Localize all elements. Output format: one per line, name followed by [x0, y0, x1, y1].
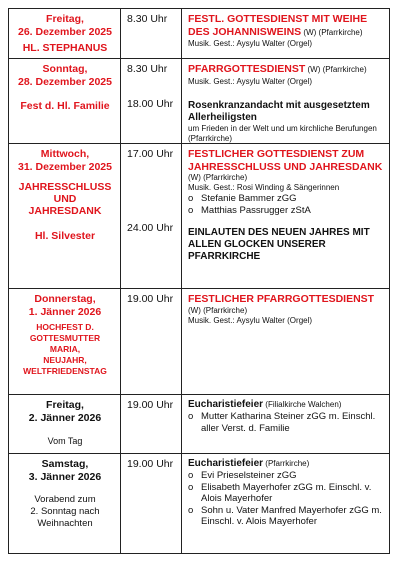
- date: 28. Dezember 2025: [18, 76, 112, 88]
- event-location: (W) (Pfarrkirche): [188, 173, 248, 182]
- date-cell: [9, 9, 121, 59]
- feast-name: HL. STEPHANUS: [22, 42, 108, 54]
- date: 1. Jänner 2026: [28, 306, 102, 318]
- event-intention: um Frieden in der Welt und um kirchliche Berufungen (Pfarrkirche): [188, 124, 377, 143]
- event-title: EINLAUTEN DES NEUEN JAHRES MIT ALLEN GLOCKEN UNSERER PFARRKIRCHE: [188, 227, 370, 262]
- feast-line: UND: [53, 193, 77, 205]
- event-title: FESTLICHER PFARRGOTTESDIENST: [188, 293, 375, 305]
- list-item: o Mutter Katharina Steiner zGG m. Einschl. aller Verst. d. Familie: [188, 411, 376, 434]
- list-item: o Matthias Passrugger zStA: [188, 204, 311, 216]
- time-cell: [121, 289, 182, 395]
- date: 31. Dezember 2025: [18, 161, 112, 173]
- weekday: Samstag,: [41, 458, 89, 470]
- event-cell: [182, 289, 390, 395]
- event-location: (Filialkirche Walchen): [265, 400, 342, 409]
- date-cell: [9, 59, 121, 144]
- event-cell: [182, 454, 390, 554]
- table-row: [9, 395, 390, 454]
- time-cell: [121, 59, 182, 144]
- time-cell: [121, 144, 182, 289]
- music-note: Musik. Gest.: Aysylu Walter (Orgel): [188, 315, 313, 325]
- feast-name: Vom Tag: [47, 436, 83, 446]
- time-cell: [121, 395, 182, 454]
- feast-name: Hl. Silvester: [34, 230, 96, 242]
- event-location: (Pfarrkirche): [265, 459, 310, 468]
- time: 18.00 Uhr: [127, 98, 174, 110]
- event-title: Rosenkranzandacht mit ausgesetztem Allerheiligsten: [188, 100, 370, 123]
- feast-line: JAHRESDANK: [28, 205, 102, 217]
- feast-line: MARIA,: [49, 344, 81, 354]
- weekday: Sonntag,: [42, 63, 88, 75]
- event-title: FESTL. GOTTESDIENST MIT WEIHE DES JOHANNISWEINS: [188, 13, 368, 38]
- time-cell: [121, 454, 182, 554]
- event-title: Eucharistiefeier: [188, 399, 264, 410]
- event-cell: [182, 395, 390, 454]
- table-row: [9, 144, 390, 289]
- event-location: (W) (Pfarrkirche): [307, 65, 367, 74]
- event-title: FESTLICHER GOTTESDIENST ZUM JAHRESSCHLUSS UND JAHRESDANK: [188, 148, 383, 173]
- event-location: (W) (Pfarrkirche): [303, 27, 363, 37]
- weekday: Donnerstag,: [34, 293, 96, 305]
- event-title: Eucharistiefeier: [188, 458, 264, 469]
- event-cell: [182, 9, 390, 59]
- list-item: o Evi Prieselsteiner zGG: [188, 470, 297, 481]
- feast-line: WELTFRIEDENSTAG: [23, 366, 107, 376]
- weekday: Mittwoch,: [40, 148, 90, 160]
- table-row: [9, 454, 390, 554]
- date-cell: [9, 289, 121, 395]
- time: 24.00 Uhr: [127, 222, 174, 234]
- event-cell: [182, 144, 390, 289]
- feast-line: NEUJAHR,: [43, 355, 87, 365]
- feast-name: Fest d. Hl. Familie: [20, 100, 110, 112]
- date-cell: [9, 454, 121, 554]
- music-note: Musik. Gest.: Aysylu Walter (Orgel): [188, 39, 313, 48]
- table-row: [9, 59, 390, 144]
- list-item: o Stefanie Bammer zGG: [188, 193, 297, 204]
- time: 19.00 Uhr: [127, 399, 174, 411]
- time: 19.00 Uhr: [127, 293, 174, 305]
- music-note: Musik. Gest.: Aysylu Walter (Orgel): [188, 76, 313, 86]
- feast-line: Vorabend zum: [34, 494, 96, 505]
- event-cell: [182, 59, 390, 144]
- feast-line: HOCHFEST D.: [36, 322, 94, 332]
- date: 3. Jänner 2026: [28, 471, 102, 483]
- feast-line: 2. Sonntag nach: [30, 506, 100, 517]
- date-cell: [9, 144, 121, 289]
- table-row: [9, 9, 390, 59]
- event-title: PFARRGOTTESDIENST: [188, 63, 306, 75]
- time-cell: [121, 9, 182, 59]
- event-location: (W) (Pfarrkirche): [188, 305, 248, 315]
- feast-line: JAHRESSCHLUSS: [18, 181, 112, 193]
- time: 8.30 Uhr: [127, 63, 168, 75]
- list-item: o Sohn u. Vater Manfred Mayerhofer zGG m. Einschl. v. Alois Mayerhofer: [188, 504, 382, 527]
- list-item: o Elisabeth Mayerhofer zGG m. Einschl. v. Alois Mayerhofer: [188, 481, 372, 504]
- weekday: Freitag,: [46, 13, 84, 25]
- time: 19.00 Uhr: [127, 458, 174, 470]
- mass-schedule-table: [8, 8, 390, 554]
- feast-line: GOTTESMUTTER: [29, 333, 101, 343]
- time: 8.30 Uhr: [127, 13, 168, 25]
- table-row: [9, 289, 390, 395]
- date-cell: [9, 395, 121, 454]
- music-note: Musik. Gest.: Rosi Winding & Sängerinnen: [188, 183, 340, 192]
- date: 2. Jänner 2026: [28, 412, 102, 424]
- date: 26. Dezember 2025: [18, 26, 112, 38]
- time: 17.00 Uhr: [127, 148, 174, 160]
- feast-line: Weihnachten: [37, 518, 93, 529]
- weekday: Freitag,: [46, 399, 84, 411]
